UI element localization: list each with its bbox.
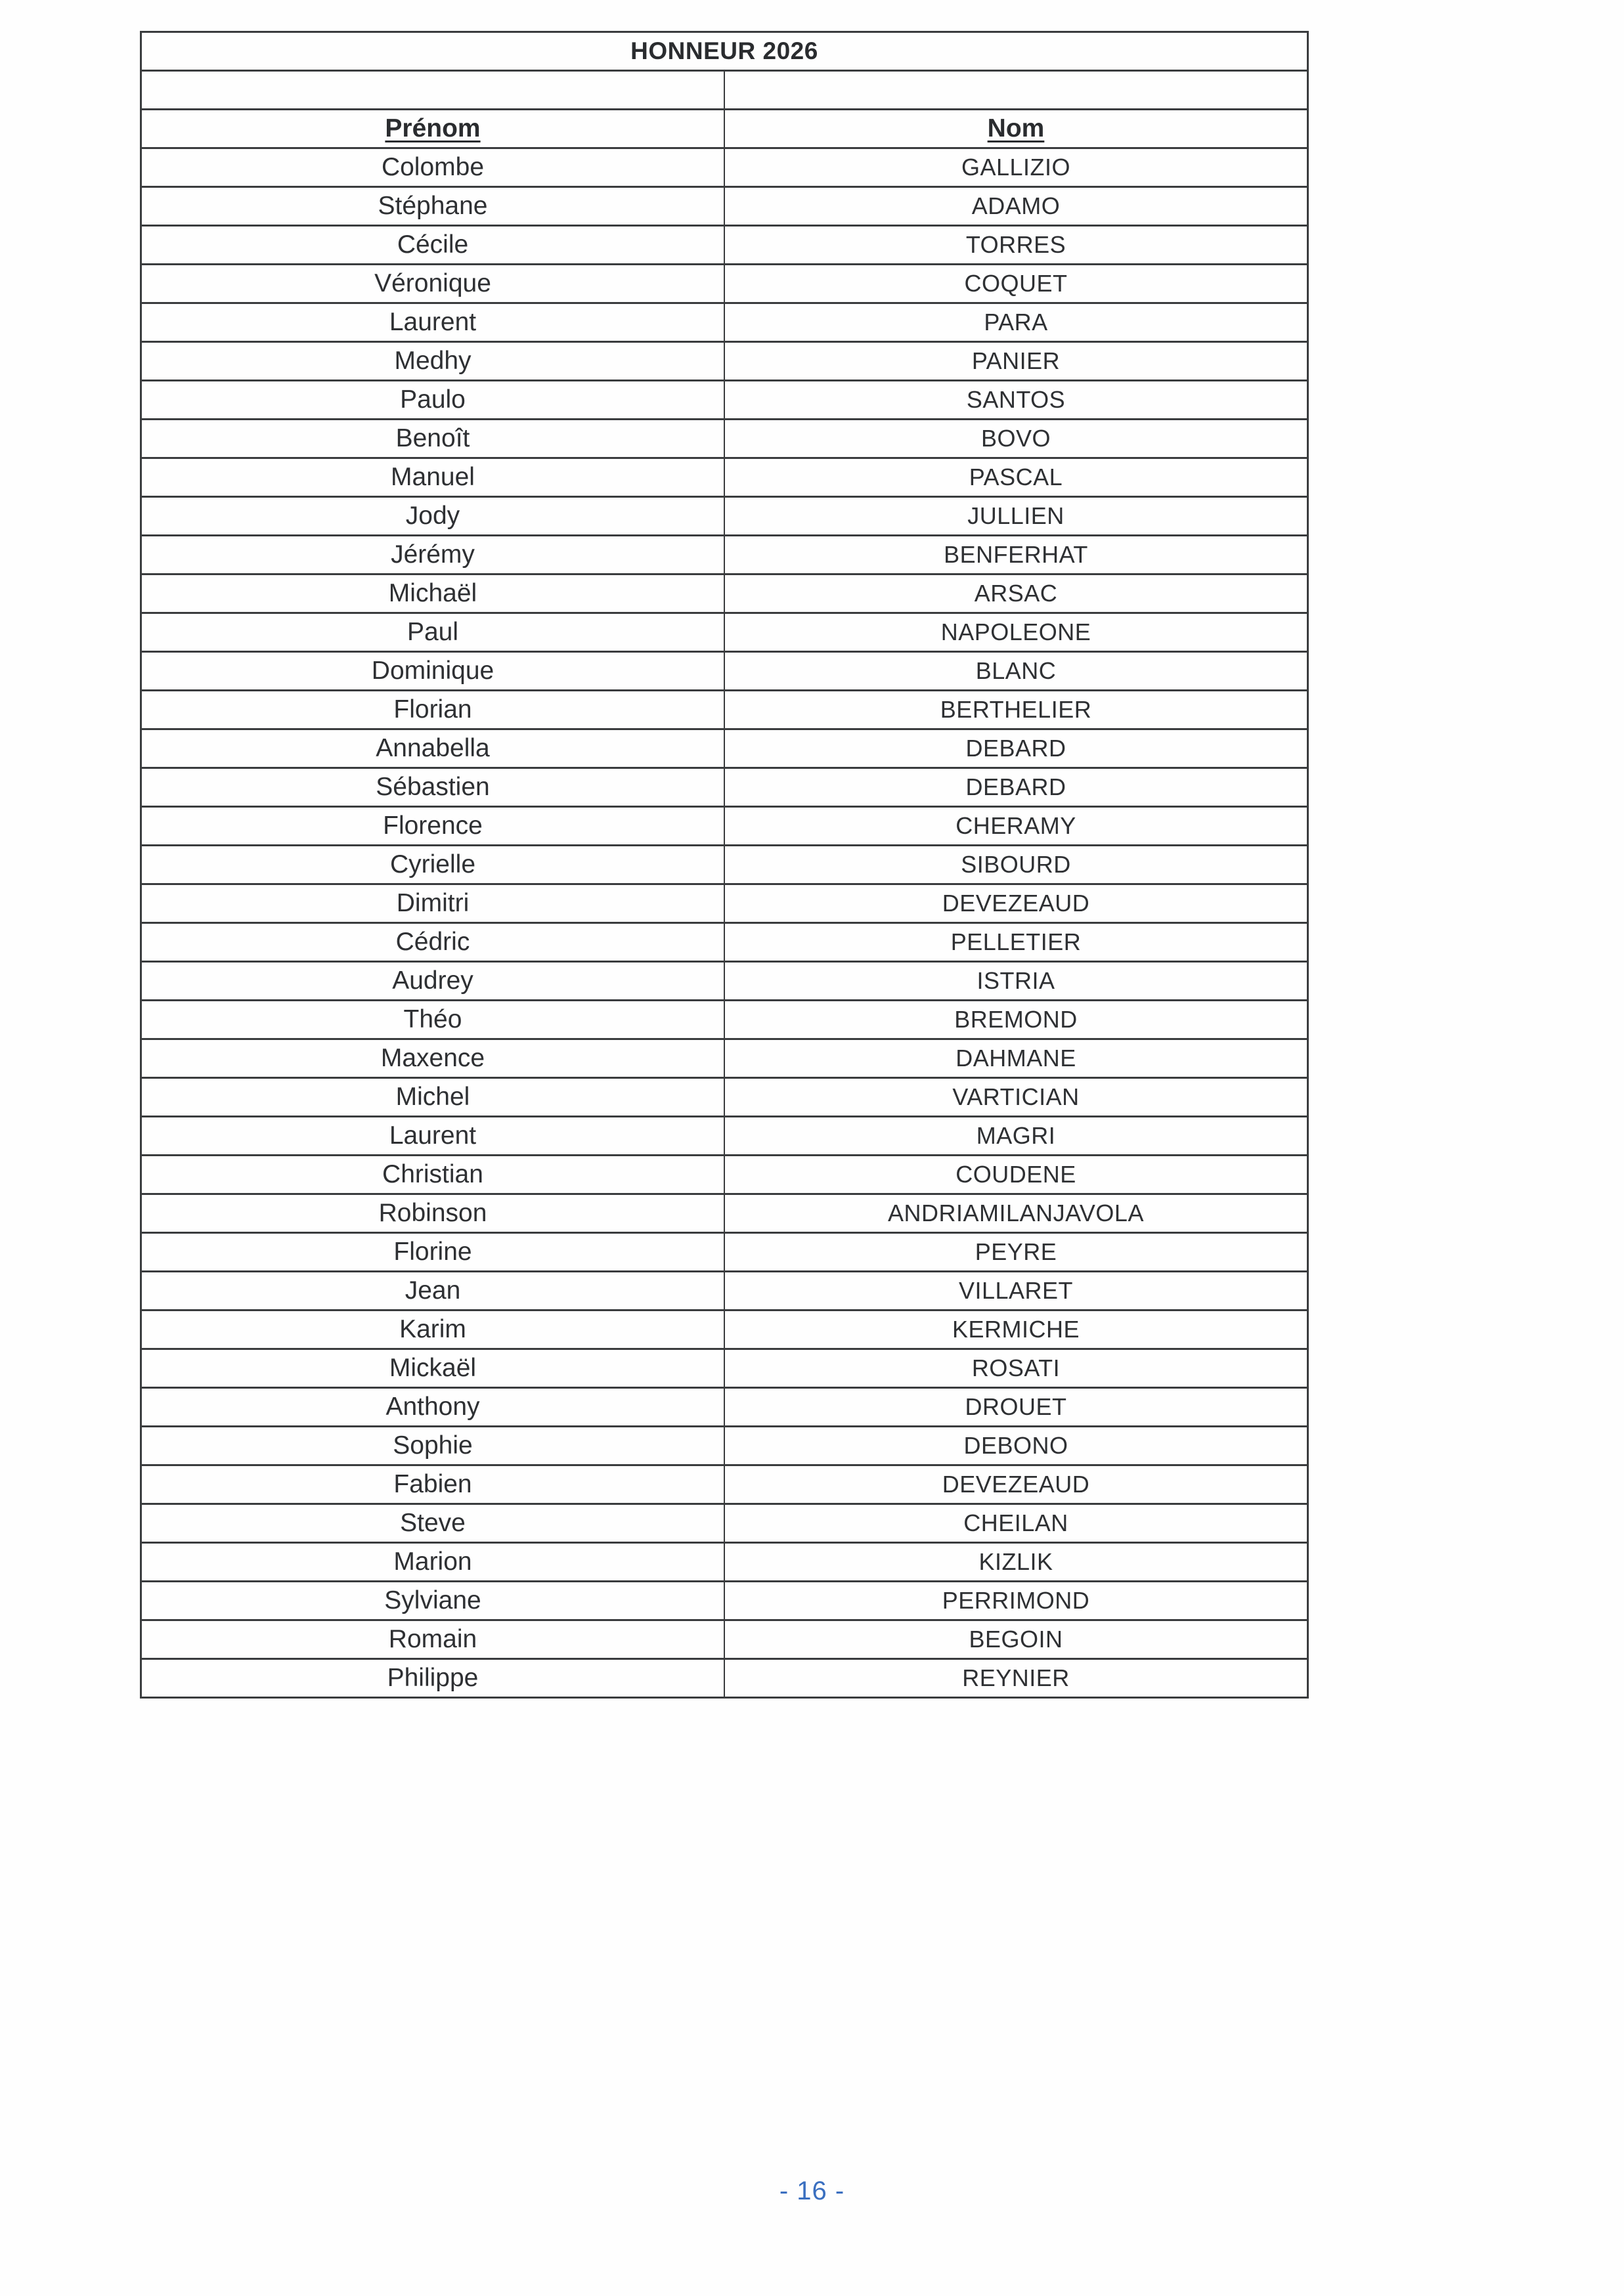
cell-nom: DEVEZEAUD — [724, 884, 1308, 923]
cell-prenom: Audrey — [141, 962, 725, 1001]
cell-nom: DEBARD — [724, 729, 1308, 768]
table-row — [141, 691, 1308, 729]
honneur-table — [140, 31, 1309, 1699]
table-row — [141, 1117, 1308, 1156]
table-row — [141, 962, 1308, 1001]
table-row — [141, 1272, 1308, 1310]
cell-prenom: Paulo — [141, 381, 725, 420]
cell-nom: COQUET — [724, 265, 1308, 303]
table-row — [141, 1388, 1308, 1427]
cell-prenom: Mickaël — [141, 1349, 725, 1388]
table-row — [141, 187, 1308, 226]
cell-nom: ROSATI — [724, 1349, 1308, 1388]
blank-cell-prenom — [141, 71, 725, 110]
table-row — [141, 148, 1308, 187]
cell-prenom: Medhy — [141, 342, 725, 381]
table-row — [141, 420, 1308, 458]
cell-nom: TORRES — [724, 226, 1308, 265]
table-row — [141, 303, 1308, 342]
cell-prenom: Fabien — [141, 1465, 725, 1504]
cell-prenom: Michaël — [141, 574, 725, 613]
cell-nom: NAPOLEONE — [724, 613, 1308, 652]
cell-prenom: Florence — [141, 807, 725, 846]
cell-prenom: Romain — [141, 1620, 725, 1659]
cell-nom: DROUET — [724, 1388, 1308, 1427]
column-header-nom-label: Nom — [987, 114, 1045, 142]
cell-prenom: Annabella — [141, 729, 725, 768]
table-row — [141, 1001, 1308, 1039]
cell-nom: JULLIEN — [724, 497, 1308, 536]
cell-prenom: Stéphane — [141, 187, 725, 226]
cell-nom: VILLARET — [724, 1272, 1308, 1310]
cell-nom: DAHMANE — [724, 1039, 1308, 1078]
table-row — [141, 265, 1308, 303]
cell-nom: KIZLIK — [724, 1543, 1308, 1582]
table-row — [141, 1233, 1308, 1272]
column-header-prenom — [141, 110, 725, 148]
cell-prenom: Jérémy — [141, 536, 725, 574]
table-row — [141, 1039, 1308, 1078]
table-row — [141, 1156, 1308, 1194]
cell-nom: BENFERHAT — [724, 536, 1308, 574]
cell-nom: SANTOS — [724, 381, 1308, 420]
cell-prenom: Dimitri — [141, 884, 725, 923]
cell-prenom: Laurent — [141, 1117, 725, 1156]
table-row — [141, 536, 1308, 574]
cell-prenom: Manuel — [141, 458, 725, 497]
table-row — [141, 1504, 1308, 1543]
table-blank-row — [141, 71, 1308, 110]
table-row — [141, 1465, 1308, 1504]
cell-prenom: Sébastien — [141, 768, 725, 807]
cell-nom: GALLIZIO — [724, 148, 1308, 187]
cell-prenom: Benoît — [141, 420, 725, 458]
cell-nom: CHERAMY — [724, 807, 1308, 846]
cell-nom: BOVO — [724, 420, 1308, 458]
table-row — [141, 1310, 1308, 1349]
blank-cell-nom — [724, 71, 1308, 110]
cell-nom: DEVEZEAUD — [724, 1465, 1308, 1504]
cell-nom: PELLETIER — [724, 923, 1308, 962]
cell-prenom: Paul — [141, 613, 725, 652]
cell-prenom: Véronique — [141, 265, 725, 303]
cell-nom: MAGRI — [724, 1117, 1308, 1156]
table-row — [141, 807, 1308, 846]
cell-prenom: Florian — [141, 691, 725, 729]
table-row — [141, 923, 1308, 962]
cell-prenom: Jean — [141, 1272, 725, 1310]
cell-prenom: Steve — [141, 1504, 725, 1543]
table-header-row — [141, 110, 1308, 148]
cell-nom: KERMICHE — [724, 1310, 1308, 1349]
cell-prenom: Dominique — [141, 652, 725, 691]
table-row — [141, 613, 1308, 652]
table-row — [141, 342, 1308, 381]
cell-nom: PEYRE — [724, 1233, 1308, 1272]
cell-nom: VARTICIAN — [724, 1078, 1308, 1117]
cell-nom: DEBARD — [724, 768, 1308, 807]
table-title-row — [141, 32, 1308, 71]
table-row — [141, 768, 1308, 807]
cell-prenom: Maxence — [141, 1039, 725, 1078]
cell-nom: ISTRIA — [724, 962, 1308, 1001]
cell-nom: PARA — [724, 303, 1308, 342]
table-row — [141, 1582, 1308, 1620]
table-row — [141, 1659, 1308, 1698]
cell-nom: BLANC — [724, 652, 1308, 691]
cell-prenom: Anthony — [141, 1388, 725, 1427]
table-row — [141, 846, 1308, 884]
column-header-prenom-label: Prénom — [385, 114, 481, 142]
cell-prenom: Michel — [141, 1078, 725, 1117]
cell-prenom: Laurent — [141, 303, 725, 342]
cell-prenom: Sylviane — [141, 1582, 725, 1620]
cell-prenom: Cyrielle — [141, 846, 725, 884]
cell-nom: CHEILAN — [724, 1504, 1308, 1543]
cell-prenom: Jody — [141, 497, 725, 536]
table-row — [141, 1543, 1308, 1582]
cell-nom: PERRIMOND — [724, 1582, 1308, 1620]
table-row — [141, 497, 1308, 536]
cell-prenom: Philippe — [141, 1659, 725, 1698]
table-row — [141, 226, 1308, 265]
table-row — [141, 652, 1308, 691]
cell-nom: ADAMO — [724, 187, 1308, 226]
table-row — [141, 1427, 1308, 1465]
cell-prenom: Karim — [141, 1310, 725, 1349]
cell-nom: BERTHELIER — [724, 691, 1308, 729]
cell-prenom: Marion — [141, 1543, 725, 1582]
cell-nom: ANDRIAMILANJAVOLA — [724, 1194, 1308, 1233]
table-row — [141, 574, 1308, 613]
table-row — [141, 729, 1308, 768]
cell-nom: REYNIER — [724, 1659, 1308, 1698]
table-row — [141, 1194, 1308, 1233]
cell-prenom: Sophie — [141, 1427, 725, 1465]
cell-nom: BEGOIN — [724, 1620, 1308, 1659]
table-title: HONNEUR 2026 — [141, 32, 1308, 71]
cell-prenom: Cédric — [141, 923, 725, 962]
table-row — [141, 1349, 1308, 1388]
cell-nom: ARSAC — [724, 574, 1308, 613]
cell-prenom: Robinson — [141, 1194, 725, 1233]
cell-nom: PASCAL — [724, 458, 1308, 497]
table-row — [141, 458, 1308, 497]
cell-prenom: Cécile — [141, 226, 725, 265]
table-row — [141, 1078, 1308, 1117]
page-number: - 16 - — [779, 2177, 845, 2205]
table-row — [141, 381, 1308, 420]
cell-nom: DEBONO — [724, 1427, 1308, 1465]
cell-prenom: Colombe — [141, 148, 725, 187]
cell-prenom: Florine — [141, 1233, 725, 1272]
cell-nom: SIBOURD — [724, 846, 1308, 884]
cell-nom: BREMOND — [724, 1001, 1308, 1039]
table-row — [141, 1620, 1308, 1659]
column-header-nom — [724, 110, 1308, 148]
cell-prenom: Christian — [141, 1156, 725, 1194]
cell-nom: COUDENE — [724, 1156, 1308, 1194]
table-row — [141, 884, 1308, 923]
cell-nom: PANIER — [724, 342, 1308, 381]
cell-prenom: Théo — [141, 1001, 725, 1039]
